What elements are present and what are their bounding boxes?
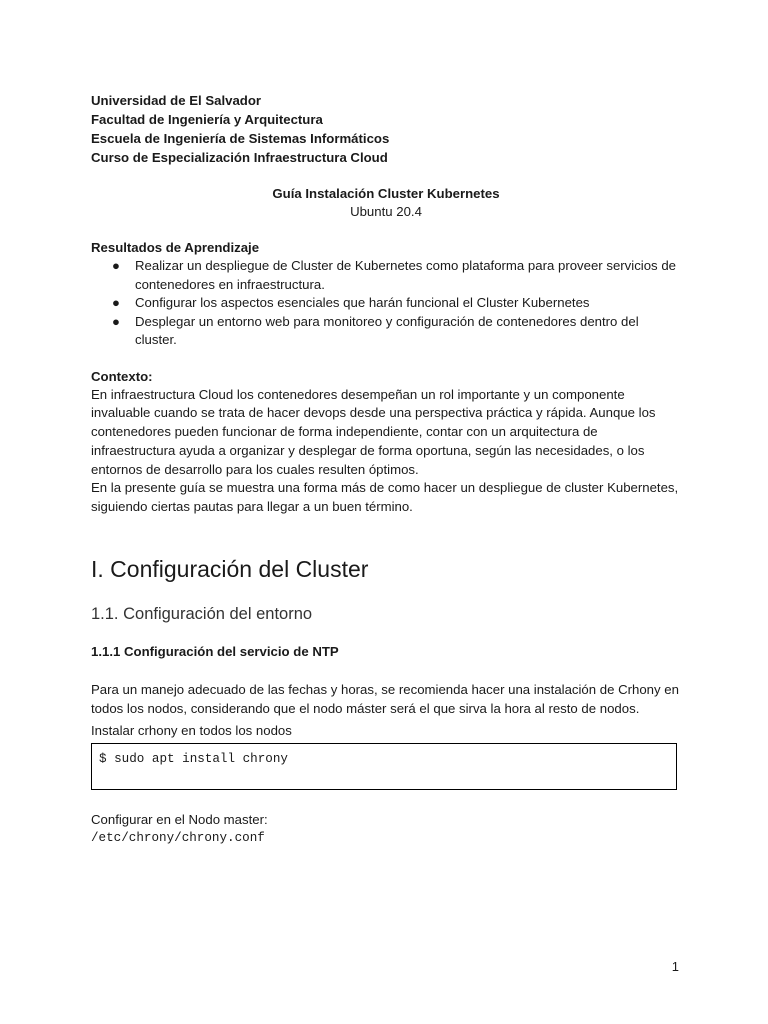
learning-outcomes-heading: Resultados de Aprendizaje [91, 240, 260, 255]
section-heading: I. Configuración del Cluster [91, 556, 369, 583]
document-page [91, 91, 681, 847]
bullet-icon: ● [112, 295, 120, 310]
list-item [112, 313, 681, 350]
header-faculty: Facultad de Ingeniería y Arquitectura [91, 112, 323, 127]
institution-header [91, 91, 681, 167]
page-number: 1 [671, 959, 679, 974]
list-item-text: Realizar un despliegue de Cluster de Kubernetes como plataforma para proveer servicios de contenedores en infraestructura. [135, 258, 676, 292]
bullet-icon: ● [112, 313, 120, 329]
install-command: $ sudo apt install chrony [99, 751, 288, 766]
subsubsection-heading: 1.1.1 Configuración del servicio de NTP [91, 644, 339, 660]
list-item-text: Desplegar un entorno web para monitoreo y configuración de contenedores dentro del cluster. [135, 313, 639, 347]
list-item [112, 294, 681, 313]
context-heading: Contexto: [91, 368, 153, 384]
document-subtitle: Ubuntu 20.4 [350, 204, 422, 219]
ntp-paragraph: Para un manejo adecuado de las fechas y horas, se recomienda hacer una instalación de Crhony en todos los nodos, considerando que el nodo máster será el que sirva la hora al resto de nodos. [91, 682, 679, 716]
context-paragraph: En infraestructura Cloud los contenedores desempeñan un rol importante y un componente invaluable cuando se trata de hacer devops desde una perspectiva práctica y rápida. Aunque los contenedores pueden funcionar de forma independiente, contar con un arquitectura de infraestructura ayuda a organizar y desplegar de forma oportuna, según las necesidades, o los entornos de desarrollo para los cuales resulten óptimos. [91, 386, 656, 477]
list-item [112, 257, 681, 294]
context-paragraph: En la presente guía se muestra una forma más de como hacer un despliegue de cluster Kubernetes, siguiendo ciertas pautas para llegar a un buen término. [91, 480, 679, 515]
document-title: Guía Instalación Cluster Kubernetes [272, 186, 500, 201]
config-caption: Configurar en el Nodo master: [91, 811, 268, 827]
install-caption: Instalar crhony en todos los nodos [91, 722, 292, 738]
header-course: Curso de Especialización Infraestructura Cloud [91, 150, 388, 165]
subsection-heading: 1.1. Configuración del entorno [91, 605, 313, 624]
header-school: Escuela de Ingeniería de Sistemas Informáticos [91, 131, 390, 146]
code-block [91, 743, 677, 790]
learning-outcomes-list [91, 257, 681, 350]
bullet-icon: ● [112, 258, 120, 273]
list-item-text: Configurar los aspectos esenciales que harán funcional el Cluster Kubernetes [135, 295, 590, 310]
config-path: /etc/chrony/chrony.conf [91, 830, 265, 845]
header-university: Universidad de El Salvador [91, 93, 262, 108]
